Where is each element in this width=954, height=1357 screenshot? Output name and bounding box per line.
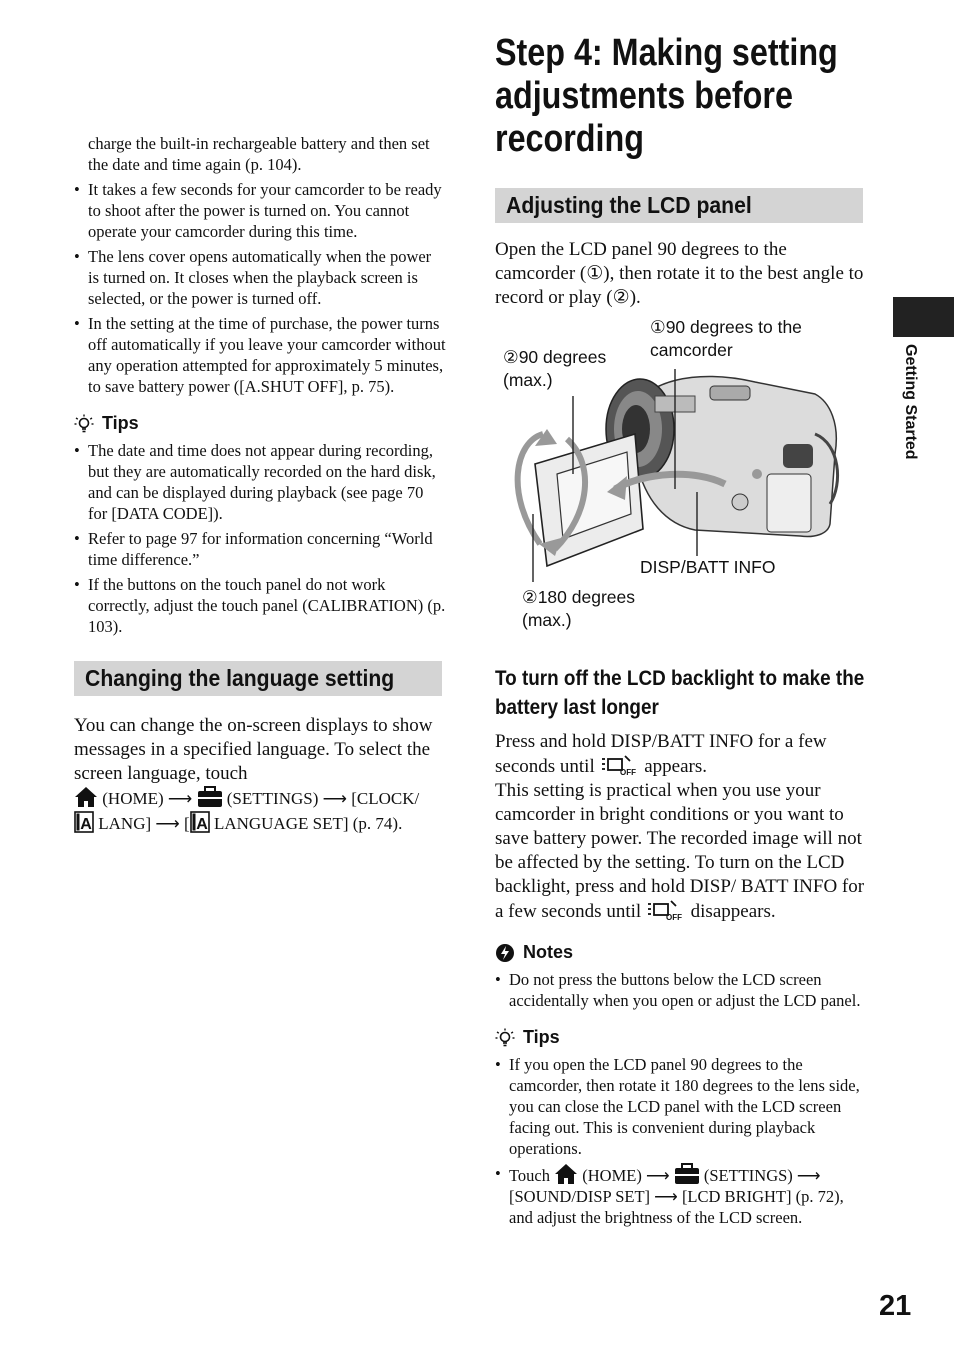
section-title-lcd: Adjusting the LCD panel bbox=[495, 188, 863, 223]
camcorder-diagram bbox=[495, 317, 867, 654]
list-item: • In the setting at the time of purchase, the power turns off automatically if you leave your camcorder without any operation attempted for approximately 5 minutes, to save battery power ([A.SHUT OFF], p. 75). bbox=[74, 313, 446, 397]
backlight-subhead: To turn off the LCD backlight to make the battery last longer bbox=[495, 667, 865, 719]
svg-text:OFF: OFF bbox=[619, 768, 636, 776]
tip2-part-c: (SETTINGS) bbox=[703, 1166, 793, 1185]
arrow-right-icon: ⟶ bbox=[155, 814, 180, 833]
label-90-max: ②90 degrees (max.) bbox=[503, 347, 607, 390]
label-disp-batt-info: DISP/BATT INFO bbox=[640, 557, 776, 577]
section-title-language: Changing the language setting bbox=[74, 661, 442, 696]
circled-1-icon: ① bbox=[586, 263, 604, 284]
intro-part-a: Open the LCD panel 90 degrees to the camcorder ( bbox=[495, 239, 787, 284]
notes-heading bbox=[495, 942, 867, 963]
svg-text:A: A bbox=[80, 816, 92, 833]
list-item bbox=[495, 1163, 867, 1228]
toolbox-icon bbox=[197, 786, 223, 808]
path-open: [ bbox=[184, 814, 190, 833]
tips-heading bbox=[495, 1027, 867, 1048]
circled-2-icon: ② bbox=[612, 287, 630, 308]
tip2-part-d: [SOUND/DISP SET] bbox=[509, 1187, 651, 1206]
list-item: • If the buttons on the touch panel do not work correctly, adjust the touch panel (CALIBRATION) (p. 103). bbox=[74, 574, 446, 637]
language-paragraph: You can change the on-screen displays to show messages in a specified language. To select the screen language, touch bbox=[74, 715, 433, 784]
list-item: • Do not press the buttons below the LCD screen accidentally when you open or adjust the LCD panel. bbox=[495, 969, 867, 1011]
path-settings: (SETTINGS) bbox=[226, 789, 319, 808]
tip2-part-e: [LCD BRIGHT] (p. 72), and adjust the brightness of the LCD screen. bbox=[509, 1187, 844, 1227]
circled-2-icon: ② bbox=[522, 587, 538, 607]
list-item: • Refer to page 97 for information concerning “World time difference.” bbox=[74, 528, 446, 570]
para2-part-a: This setting is practical when you use your camcorder in bright conditions or you want to save battery power. The recorded image will not be affected by the setting. To turn on the LCD backlight, press and hold DISP/ BATT INFO for a few seconds until bbox=[495, 780, 865, 922]
backlight-para-1 bbox=[495, 730, 867, 779]
left-column bbox=[74, 133, 446, 836]
arrow-right-icon: ⟶ bbox=[167, 789, 193, 808]
list-item: • It takes a few seconds for your camcorder to be ready to shoot after the power is turned on. You cannot operate your camcorder during this time. bbox=[74, 179, 446, 242]
chapter-label bbox=[897, 344, 919, 484]
backlight-off-icon bbox=[646, 899, 686, 921]
notes-icon bbox=[495, 943, 515, 963]
label-180-max: ②180 degrees (max.) bbox=[522, 587, 636, 630]
path-home: (HOME) bbox=[102, 789, 164, 808]
svg-text:OFF: OFF bbox=[665, 913, 682, 921]
backlight-off-icon bbox=[600, 754, 640, 776]
page-title: Step 4: Making setting adjustments before recording bbox=[495, 32, 838, 160]
list-item: • The lens cover opens automatically when the power is turned on. It closes when the playback screen is selected, or the power is turned off. bbox=[74, 246, 446, 309]
language-a-icon bbox=[190, 811, 210, 833]
list-item: • If you open the LCD panel 90 degrees to the camcorder, then rotate it 180 degrees to the lens side, you can close the LCD panel with the LCD screen facing out. This is convenient during playback operations. bbox=[495, 1054, 867, 1159]
page-number: 21 bbox=[879, 1290, 912, 1322]
right-column bbox=[495, 32, 867, 1232]
para1-part-a: Press and hold DISP/BATT INFO for a few seconds until bbox=[495, 731, 827, 777]
menu-path bbox=[74, 786, 446, 836]
continued-text: charge the built-in rechargeable battery and then set the date and time again (p. 104). bbox=[88, 134, 430, 174]
chapter-label-text: Getting Started bbox=[902, 344, 919, 460]
toolbox-icon bbox=[674, 1163, 700, 1185]
notes-list bbox=[495, 969, 867, 1011]
tip2-part-b: (HOME) bbox=[582, 1166, 642, 1185]
tips-heading-label: Tips bbox=[523, 1027, 560, 1047]
tips-list bbox=[495, 1054, 867, 1228]
path-clock: [CLOCK/ bbox=[351, 789, 420, 808]
tip2-part-a: Touch bbox=[509, 1166, 551, 1185]
chapter-tab bbox=[893, 297, 954, 337]
tips-heading bbox=[74, 413, 446, 434]
lightbulb-icon bbox=[74, 414, 94, 434]
list-item: • The date and time does not appear during recording, but they are automatically recorded on the hard disk, and can be displayed during playback (see page 70 for [DATA CODE]). bbox=[74, 440, 446, 524]
notes-heading-label: Notes bbox=[523, 942, 574, 962]
arrow-right-icon: ⟶ bbox=[654, 1187, 678, 1206]
arrow-right-icon: ⟶ bbox=[322, 789, 347, 808]
path-lang: LANG] bbox=[98, 814, 152, 833]
arrow-right-icon: ⟶ bbox=[796, 1166, 821, 1185]
intro-part-c: ). bbox=[629, 287, 641, 308]
label-90-to-camcorder: ①90 degrees to the camcorder bbox=[650, 317, 802, 360]
home-icon bbox=[554, 1163, 578, 1185]
para2-part-b: disappears. bbox=[690, 901, 776, 922]
tips-heading-label: Tips bbox=[102, 413, 139, 433]
backlight-para-2 bbox=[495, 779, 867, 924]
circled-1-icon: ① bbox=[650, 317, 666, 337]
circled-2-icon: ② bbox=[503, 347, 519, 367]
arrow-right-icon: ⟶ bbox=[645, 1166, 670, 1185]
path-langset: LANGUAGE SET] (p. 74). bbox=[213, 814, 403, 833]
intro-part-b: ), then rotate it to the best angle to record or play ( bbox=[495, 263, 864, 308]
lcd-intro bbox=[495, 238, 867, 310]
home-icon bbox=[74, 786, 98, 808]
language-a-icon bbox=[74, 811, 94, 833]
para1-part-b: appears. bbox=[644, 756, 708, 777]
svg-text:A: A bbox=[195, 816, 208, 833]
lightbulb-icon bbox=[495, 1028, 515, 1048]
tips-list bbox=[74, 440, 446, 637]
bullet-list bbox=[74, 179, 446, 397]
